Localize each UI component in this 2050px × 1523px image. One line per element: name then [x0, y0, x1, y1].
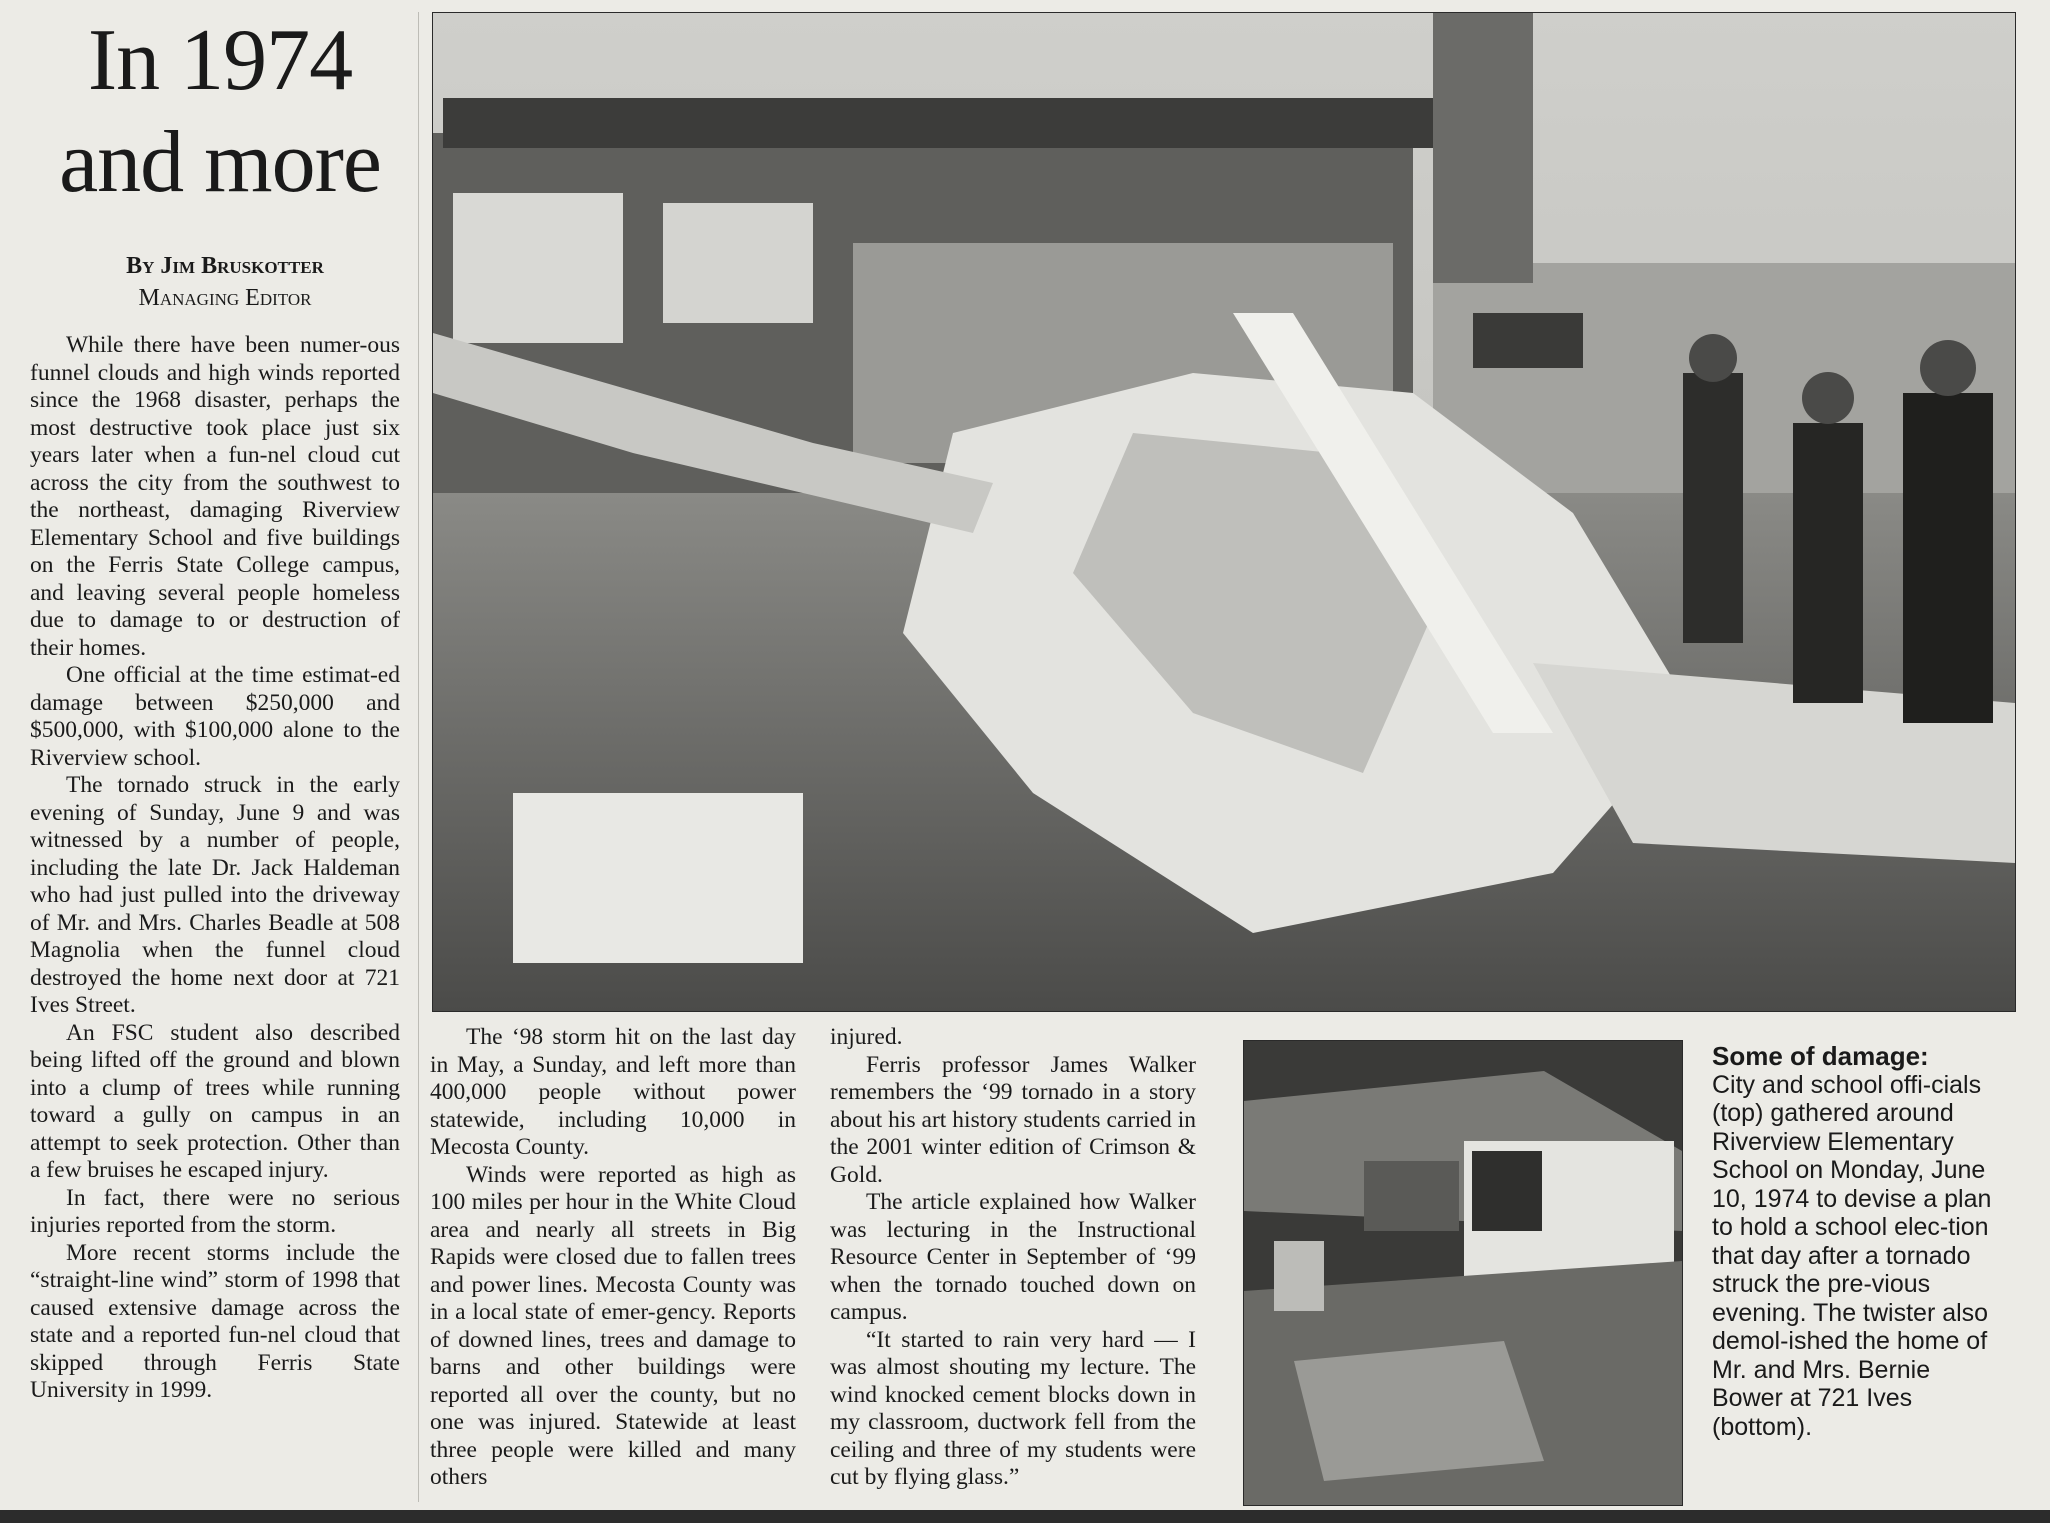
- paragraph: While there have been numer-ous funnel clouds and high winds reported since the 1968 disaster, perhaps the most destructive took place just six years later when a fun-nel cloud cut across the city from the southwest to the northeast, damaging Riverview Elementary School and five buildings on the Ferris State College campus, and leaving several people homeless due to damage to or destruction of their homes.: [30, 332, 400, 661]
- headline-line-2: and more: [59, 114, 381, 211]
- byline: [30, 250, 420, 314]
- paragraph: injured.: [830, 1024, 903, 1050]
- paragraph: The ‘98 storm hit on the last day in May, a Sunday, and left more than 400,000 people without power statewide, including 10,000 in Mecosta County.: [430, 1024, 796, 1160]
- paragraph: The article explained how Walker was lecturing in the Instructional Resource Center in September of ‘99 when the tornado touched down on campus.: [830, 1189, 1196, 1325]
- paragraph: The tornado struck in the early evening of Sunday, June 9 and was witnessed by a number of people, including the late Dr. Jack Haldeman who had just pulled into the driveway of Mr. and Mrs. Charles Beadle at 508 Magnolia when the funnel cloud destroyed the home next door at 721 Ives Street.: [30, 772, 400, 1018]
- house-damage-image: [1244, 1041, 1682, 1505]
- photo-caption: [1712, 1042, 2002, 1441]
- caption-body: City and school offi-cials (top) gathered around Riverview Elementary School on Monday, June 10, 1974 to devise a plan to hold a school elec-tion that day after a tornado struck the pre-vious evening. The twister also demol-ished the home of Mr. and Mrs. Bernie Bower at 721 Ives (bottom).: [1712, 1070, 1992, 1441]
- caption-title: Some of damage:: [1712, 1041, 1929, 1071]
- paragraph: “It started to rain very hard — I was almost shouting my lecture. The wind knocked cement blocks down in my classroom, ductwork fell from the ceiling and three of my students were cut by flying glass.”: [830, 1326, 1196, 1490]
- paragraph: An FSC student also described being lifted off the ground and blown into a clump of trees while running toward a gully on campus in an attempt to seek protection. Other than a few bruises he escaped injury.: [30, 1019, 400, 1183]
- house-damage-photo: [1243, 1040, 1683, 1506]
- article-column-1: [30, 332, 400, 1405]
- article-column-3: [830, 1024, 1196, 1492]
- page-edge-rule: [0, 1510, 2050, 1523]
- article-column-2: [430, 1024, 796, 1492]
- paragraph: More recent storms include the “straight-line wind” storm of 1998 that caused extensive damage across the state and a reported fun-nel cloud that skipped through Ferris State University in 1999.: [30, 1239, 400, 1403]
- paragraph: One official at the time estimat-ed damage between $250,000 and $500,000, with $100,000 alone to the Riverview school.: [30, 662, 400, 771]
- school-damage-photo: [432, 12, 2016, 1012]
- headline: [20, 10, 420, 214]
- column-divider: [418, 12, 419, 1502]
- paragraph: In fact, there were no serious injuries reported from the storm.: [30, 1184, 400, 1238]
- paragraph: Winds were reported as high as 100 miles per hour in the White Cloud area and nearly all streets in Big Rapids were closed due to fallen trees and power lines. Mecosta County was in a local state of emer-gency. Reports of downed lines, trees and damage to barns and other buildings were reported all over the county, but no one was injured. Statewide at least three people were killed and many others: [430, 1161, 796, 1490]
- byline-title: Managing Editor: [138, 285, 312, 311]
- paragraph: Ferris professor James Walker remembers the ‘99 tornado in a story about his art history students carried in the 2001 winter edition of Crimson & Gold.: [830, 1051, 1196, 1188]
- headline-line-1: In 1974: [87, 12, 353, 109]
- byline-author: By Jim Bruskotter: [126, 253, 324, 279]
- school-damage-image: [433, 13, 2015, 1011]
